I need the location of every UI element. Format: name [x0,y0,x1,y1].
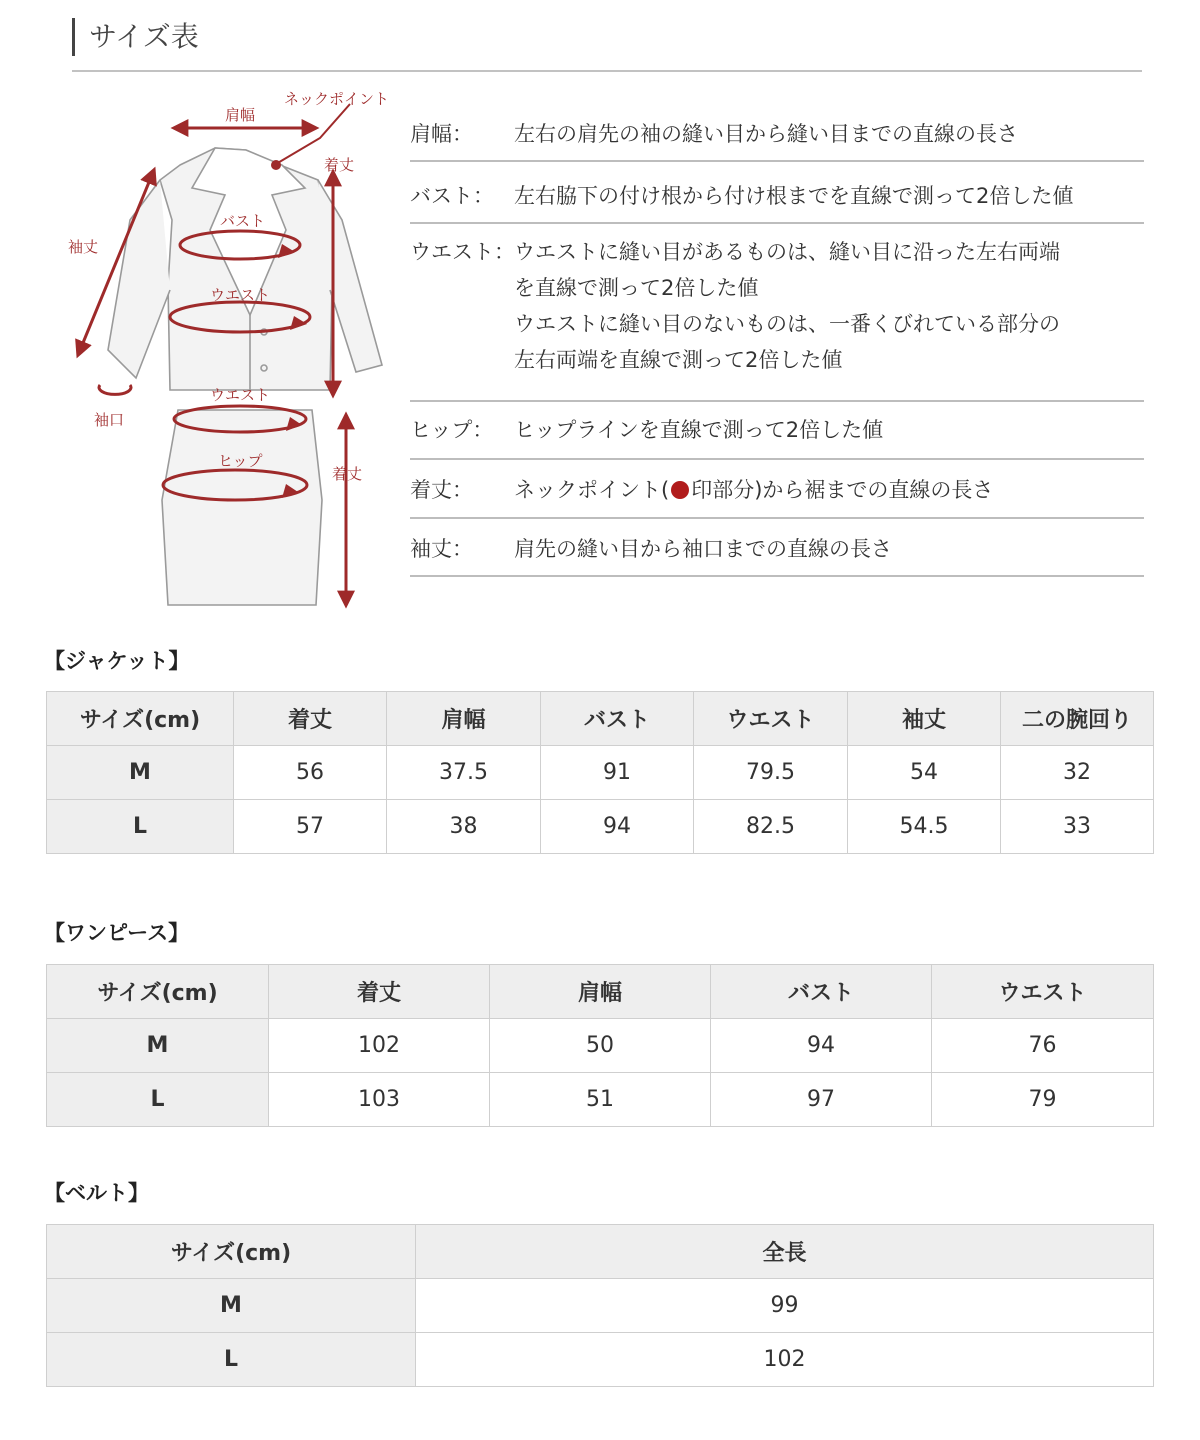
definition-term: ウエスト： [410,240,515,264]
definition-term: 肩幅： [410,122,473,146]
table-header-cell: バスト [541,692,694,746]
table-header-cell: サイズ(cm) [47,692,234,746]
table-cell: 94 [541,800,694,854]
neck-point-leader [276,104,350,164]
definition-text-before: ネックポイント( [514,478,670,502]
table-cell: 56 [234,746,387,800]
size-cell: L [47,800,234,854]
table-header-cell: ウエスト [694,692,848,746]
table-cell: 54.5 [848,800,1001,854]
label-waist-top: ウエスト [210,286,271,304]
table-cell: 51 [490,1073,711,1127]
table-cell: 33 [1001,800,1154,854]
definition-text: 左右両端を直線で測って2倍した値 [514,348,843,372]
definition-shoulder [410,102,1144,162]
garment-illustration [50,80,400,620]
table-header-cell: ウエスト [932,965,1154,1019]
size-cell: L [47,1073,269,1127]
table-header-row [47,1225,1154,1279]
table-cell: 79 [932,1073,1154,1127]
definition-sleeve [410,519,1144,577]
definition-term: 着丈： [410,478,473,502]
definition-text: 左右の肩先の袖の縫い目から縫い目までの直線の長さ [514,122,1018,146]
table-row [47,800,1154,854]
table-header-cell: 着丈 [269,965,490,1019]
label-cuff: 袖口 [94,411,125,429]
label-sleeve: 袖丈 [68,238,99,256]
table-cell: 94 [711,1019,932,1073]
table-cell: 97 [711,1073,932,1127]
table-header-cell: 肩幅 [490,965,711,1019]
definition-text: 左右脇下の付け根から付け根までを直線で測って2倍した値 [514,184,1074,208]
size-cell: L [47,1333,416,1387]
size-cell: M [47,1019,269,1073]
cuff-loop [99,385,131,394]
belt-section-title: 【ベルト】 [44,1181,149,1205]
table-cell: 103 [269,1073,490,1127]
table-cell: 57 [234,800,387,854]
label-shoulder: 肩幅 [225,106,256,124]
label-bust: バスト [220,212,266,230]
label-length-top: 着丈 [324,156,355,174]
neck-point-marker-icon [671,481,689,499]
table-header-cell: 肩幅 [387,692,541,746]
definition-text: ヒップラインを直線で測って2倍した値 [514,418,884,442]
table-cell: 102 [269,1019,490,1073]
title-divider [72,70,1142,72]
table-header-cell: 全長 [416,1225,1154,1279]
table-header-cell: サイズ(cm) [47,965,269,1019]
table-header-row [47,692,1154,746]
onepiece-section-title: 【ワンピース】 [44,921,190,945]
table-header-cell: 袖丈 [848,692,1001,746]
definition-text-after: 印部分)から裾までの直線の長さ [691,478,994,502]
table-row [47,1333,1154,1387]
table-header-cell: サイズ(cm) [47,1225,416,1279]
measurement-diagram [50,80,400,620]
label-waist-bottom: ウエスト [210,386,271,404]
belt-size-table [46,1224,1154,1387]
jacket-size-table [46,691,1154,854]
size-cell: M [47,1279,416,1333]
table-cell: 37.5 [387,746,541,800]
onepiece-size-table [46,964,1154,1127]
definition-text: 肩先の縫い目から袖口までの直線の長さ [514,537,892,561]
definition-term: ヒップ： [410,418,494,442]
definition-waist [410,224,1144,402]
definition-hip [410,402,1144,460]
table-cell: 54 [848,746,1001,800]
table-cell: 32 [1001,746,1154,800]
table-header-row [47,965,1154,1019]
neck-point-dot [271,160,281,170]
label-neck-point: ネックポイント [284,90,390,108]
label-hip: ヒップ [218,452,263,470]
table-cell: 79.5 [694,746,848,800]
definition-text [514,472,1144,508]
table-row [47,1073,1154,1127]
definition-length [410,460,1144,519]
definition-term: バスト： [410,184,494,208]
definition-text: ウエストに縫い目のないものは、一番くびれている部分の [514,312,1060,336]
definition-text: を直線で測って2倍した値 [514,276,759,300]
definition-term: 袖丈： [410,537,473,561]
table-cell: 99 [416,1279,1154,1333]
table-cell: 102 [416,1333,1154,1387]
definition-text: ウエストに縫い目があるものは、縫い目に沿った左右両端 [514,240,1060,264]
table-cell: 38 [387,800,541,854]
table-row [47,1279,1154,1333]
table-header-cell: 二の腕回り [1001,692,1154,746]
definition-bust [410,162,1144,224]
table-cell: 82.5 [694,800,848,854]
table-header-cell: 着丈 [234,692,387,746]
table-cell: 76 [932,1019,1154,1073]
skirt-illustration [162,410,322,605]
measurement-definitions [410,102,1144,577]
size-cell: M [47,746,234,800]
table-header-cell: バスト [711,965,932,1019]
table-row [47,746,1154,800]
label-length-bottom: 着丈 [332,465,363,483]
page-title: サイズ表 [72,18,1142,56]
jacket-section-title: 【ジャケット】 [44,649,190,673]
table-row [47,1019,1154,1073]
table-cell: 50 [490,1019,711,1073]
table-cell: 91 [541,746,694,800]
